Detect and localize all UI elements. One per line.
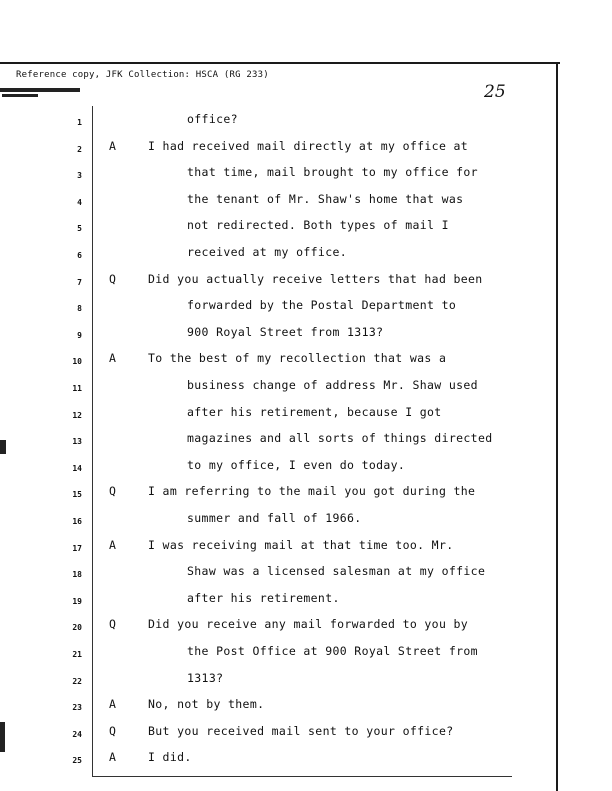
page-number: 25 — [484, 82, 506, 102]
transcript-line — [0, 298, 556, 318]
line-text: summer and fall of 1966. — [187, 511, 362, 525]
transcript-line — [0, 378, 556, 398]
line-number: 9 — [77, 330, 82, 340]
line-text: magazines and all sorts of things directed — [187, 431, 493, 446]
line-number: 24 — [72, 729, 82, 739]
transcript-line — [0, 112, 556, 132]
line-number: 18 — [72, 570, 82, 580]
line-text: Shaw was a licensed salesman at my office — [187, 564, 486, 579]
line-number: 10 — [72, 357, 82, 367]
line-number: 14 — [72, 463, 82, 473]
line-number: 2 — [77, 144, 82, 154]
right-border — [556, 62, 558, 791]
bottom-rule — [92, 776, 512, 777]
transcript-line — [0, 431, 556, 451]
line-text: business change of address Mr. Shaw used — [187, 378, 478, 392]
transcript-line — [0, 139, 556, 159]
line-number: 25 — [72, 756, 82, 766]
line-text: received at my office. — [187, 245, 348, 259]
line-number: 5 — [77, 224, 82, 234]
transcript-line — [0, 245, 556, 265]
line-number: 17 — [72, 543, 82, 553]
line-number: 22 — [72, 676, 82, 686]
transcript-line — [0, 617, 556, 637]
line-text: Did you receive any mail forwarded to you by — [148, 617, 469, 632]
scan-mark-top-left — [0, 88, 80, 92]
transcript-line — [0, 325, 556, 345]
transcript-line — [0, 538, 556, 558]
transcript-line — [0, 405, 556, 425]
speaker-label: Q — [109, 271, 116, 286]
transcript-line — [0, 165, 556, 185]
line-text: I did. — [148, 750, 192, 765]
line-number: 3 — [77, 171, 82, 181]
line-number: 1 — [77, 118, 82, 127]
line-text: that time, mail brought to my office for — [187, 165, 478, 180]
line-text: No, not by them. — [148, 697, 265, 712]
line-text: But you received mail sent to your office? — [148, 723, 454, 738]
line-text: 1313? — [187, 670, 224, 685]
transcript-line — [0, 591, 556, 611]
line-text: forwarded by the Postal Department to — [187, 298, 457, 313]
line-text: the Post Office at 900 Royal Street from — [187, 644, 478, 658]
transcript-line — [0, 564, 556, 584]
transcript-line — [0, 218, 556, 238]
line-number: 12 — [72, 410, 82, 420]
reference-header: Reference copy, JFK Collection: HSCA (RG 233) — [16, 70, 269, 80]
line-text: after his retirement, because I got — [187, 404, 442, 419]
speaker-label: A — [109, 351, 116, 366]
transcript-line — [0, 192, 556, 212]
scan-mark-left-small — [2, 94, 38, 97]
speaker-label: A — [109, 138, 116, 153]
line-text: not redirected. Both types of mail I — [187, 218, 449, 233]
line-text: to my office, I even do today. — [187, 457, 406, 472]
transcript-line — [0, 351, 556, 371]
line-text: I am referring to the mail you got during the — [148, 484, 476, 499]
line-text: office? — [187, 112, 238, 126]
transcript-line — [0, 484, 556, 504]
line-text: I was receiving mail at that time too. Mr. — [148, 537, 454, 552]
line-number: 15 — [72, 490, 82, 500]
line-number: 7 — [77, 277, 82, 287]
speaker-label: Q — [109, 617, 116, 632]
transcript-line — [0, 272, 556, 292]
top-border — [0, 62, 560, 64]
line-text: 900 Royal Street from 1313? — [187, 324, 384, 339]
line-number: 16 — [72, 517, 82, 526]
line-number: 11 — [72, 384, 82, 393]
line-number: 8 — [77, 304, 82, 314]
line-number: 4 — [77, 197, 82, 207]
transcript-line — [0, 697, 556, 717]
transcript-line — [0, 644, 556, 664]
speaker-label: A — [109, 697, 116, 712]
line-text: the tenant of Mr. Shaw's home that was — [187, 191, 464, 206]
speaker-label: A — [109, 750, 116, 765]
line-text: after his retirement. — [187, 590, 340, 605]
transcript-line — [0, 750, 556, 770]
speaker-label: Q — [109, 723, 116, 738]
transcript-line — [0, 671, 556, 691]
line-number: 13 — [72, 437, 82, 447]
speaker-label: Q — [109, 484, 116, 499]
line-number: 6 — [77, 251, 82, 260]
line-text: I had received mail directly at my office at — [148, 138, 469, 153]
speaker-label: A — [109, 537, 116, 552]
line-number: 20 — [72, 623, 82, 633]
transcript-line — [0, 458, 556, 478]
line-number: 23 — [72, 703, 82, 713]
line-number: 21 — [72, 650, 82, 659]
line-text: To the best of my recollection that was a — [148, 351, 447, 366]
line-text: Did you actually receive letters that had been — [148, 271, 483, 286]
line-number: 19 — [72, 596, 82, 606]
transcript-line — [0, 724, 556, 744]
transcript-line — [0, 511, 556, 531]
